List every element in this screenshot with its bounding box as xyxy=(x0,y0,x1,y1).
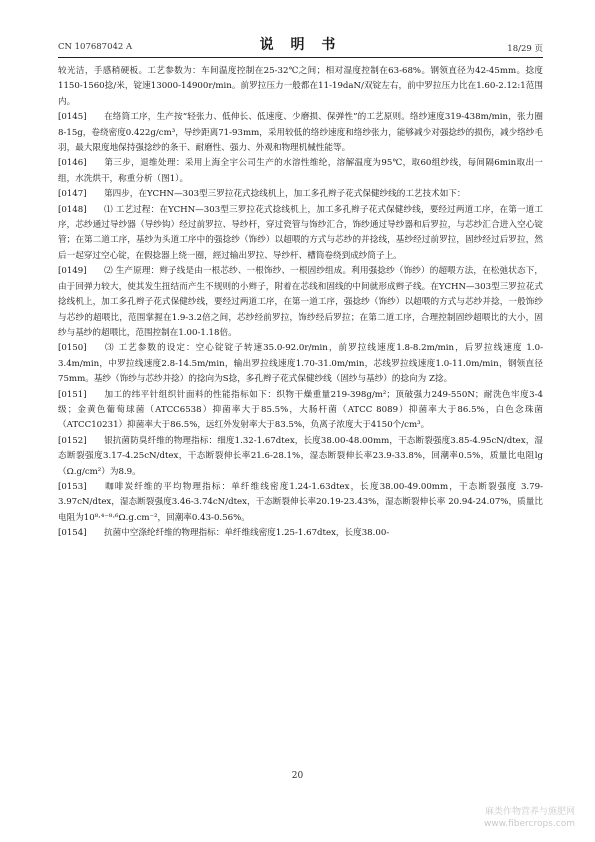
page-header xyxy=(58,34,543,56)
paragraph-number: [0149] xyxy=(58,266,87,277)
document-title: 说 明 书 xyxy=(259,37,342,53)
paragraph-number: [0153] xyxy=(58,481,87,492)
paragraph xyxy=(58,264,543,341)
paragraph xyxy=(58,203,543,265)
paragraph-text: ⑶ 工艺参数的设定：空心锭锭子转速35.0-92.0r/min，前罗拉线速度1.8-8.2m/min，后罗拉线速度 1.0-3.4m/min，中罗拉线速度2.8-14.5m/min，输出罗拉线速度1.70-31.0m/min，芯线罗拉线速度1.0-11.0m/min，钢领直径75mm。基纱（饰纱与芯纱并捻）的捻向为S捻，多孔辫子花式保健纱线（固纱与基纱）的捻向为 Z捻。 xyxy=(58,343,543,385)
watermark xyxy=(484,806,575,830)
document-body xyxy=(58,64,543,542)
paragraph-number: [0150] xyxy=(58,343,87,354)
paragraph-text: 较光洁，手感稍硬板。工艺参数为：车间温度控制在25-32℃之间；相对湿度控制在63-68%。钢领直径为42-45mm。捻度1150-1560捻/米，锭速13000-14900r/min。前罗拉压力一般都在11-19daN/双锭左右，前中罗拉压力比在1.60-2.12:1范围内。 xyxy=(58,66,543,107)
paragraph-number: [0145] xyxy=(58,112,87,123)
paragraph xyxy=(58,388,543,434)
paragraph-text: 咖啡炭纤维的平均物理指标：单纤维线密度1.24-1.63dtex，长度38.00-49.00mm，干态断裂强度 3.79-3.97cN/dtex，湿态断裂强度3.46-3.74cN/dtex，干态断裂伸长率20.19-23.43%，湿态断裂伸长率 20.94-24.07%，质量比电阻为10⁸·⁴⁻⁸·⁶Ω.g.cm⁻²，回潮率0.43-0.56%。 xyxy=(58,481,543,523)
paragraph-text: ⑴ 工艺过程：在YCHN—303型三罗拉花式捻线机上，加工多孔辫子花式保健纱线，要经过两道工序，在第一道工序，芯纱通过导纱器（导纱钩）经过前罗拉、导纱杆，穿过瓷管与饰纱汇合，饰纱通过导纱器和后罗拉，与芯纱汇合进入空心锭管；在第二道工序，基纱为头道工序中的强捻纱（饰纱）以超喂的方式与芯纱的并捻线，基纱经过前罗拉，固纱经过后罗拉，然后一起穿过空心锭，在假捻器上绕一圈，經过输出罗拉、导纱杆、槽筒卷绕到成纱筒子上。 xyxy=(58,204,543,261)
watermark-line-1: 麻类作物营养与施肥网 xyxy=(484,807,575,817)
paragraph xyxy=(58,434,543,480)
paragraph xyxy=(58,64,543,110)
patent-number: CN 107687042 A xyxy=(58,42,133,52)
paragraph-text: 第三步，退维处理：采用上海全宇公司生产的水溶性维纶，溶解温度为95℃，取60组纱线，每间隔6min取出一组，水洗烘干，称重分析（图1）。 xyxy=(58,158,543,184)
paragraph-text: ⑵ 生产原理：辫子线是由一根芯纱、一根饰纱、一根固纱组成。利用强捻纱（饰纱）的超喂方法，在松弛状态下，由于回弹力较大，使其发生扭结而产生不规则的小辫子，附着在芯线和固线的中间就形成辫子线。在YCHN—303型三罗拉花式捻线机上，加工多孔辫子花式保健纱线，要经过两道工序，在第一道工序，强捻纱（饰纱）以超喂的方式与芯纱并捻，一般饰纱与芯纱的超喂比，范围掌握在1.9-3.2倍之间，芯纱经前罗拉，饰纱经后罗拉；在第二道工序，合理控制固纱超喂比的大小，固纱与基纱的超喂比，范围控制在1.00-1.18倍。 xyxy=(58,266,543,338)
paragraph-text: 加工的纬平针组织针面料的性能指标如下：织物干燥重量219-398g/m²；顶破强力249-550N；耐洗色牢度3-4级；金黄色葡萄球菌（ATCC6538）抑菌率大于85.5%，大肠杆菌（ATCC 8089）抑菌率大于86.5%，白色念珠菌（ATCC10231）抑菌率大于86.5%，远红外发射率大于83.5%，负离子浓度大于4150个/cm³。 xyxy=(58,389,543,431)
paragraph-number: [0146] xyxy=(58,158,87,169)
paragraph xyxy=(58,341,543,387)
paragraph-number: [0148] xyxy=(58,204,87,215)
paragraph-text: 第四步，在YCHN—303型三罗拉花式捻线机上，加工多孔辫子花式保健纱线的工艺技术如下： xyxy=(104,189,466,200)
watermark-line-2: www.fibercrops.com xyxy=(484,819,575,829)
paragraph xyxy=(58,526,543,541)
paragraph xyxy=(58,156,543,187)
paragraph-number: [0151] xyxy=(58,389,87,400)
page-indicator: 18/29 页 xyxy=(507,44,543,54)
paragraph xyxy=(58,480,543,526)
paragraph-number: [0147] xyxy=(58,189,87,200)
paragraph-number: [0152] xyxy=(58,435,87,446)
paragraph xyxy=(58,187,543,202)
paragraph-text: 银抗菌防臭纤维的物理指标：细度1.32-1.67dtex，长度38.00-48.00mm，干态断裂强度3.85-4.95cN/dtex，湿态断裂强度3.17-4.25cN/dtex，干态断裂伸长率21.6-28.1%，湿态断裂伸长率23.9-33.8%，回潮率0.5%，质量比电阻lg（Ω.g/cm²）为8.9。 xyxy=(58,435,543,477)
paragraph xyxy=(58,110,543,156)
page-number: 20 xyxy=(291,771,304,781)
paragraph-text: 抗菌中空涤纶纤维的物理指标：单纤维线密度1.25-1.67dtex，长度38.00- xyxy=(104,528,390,539)
header-rule xyxy=(58,57,543,58)
paragraph-text: 在络筒工序，生产按“轻张力、低伸长、低速度、少磨损、保弹性”的工艺原则。络纱速度319-438m/min，张力圈8-15g，卷绕密度0.422g/cm³，导纱距离71-93mm，采用较低的络纱速度和络纱张力，能够减少对强捻纱的损伤，减少络纱毛羽，最大限度地保持强捻纱的条干、耐磨性、强力、外观和物理机械性能等。 xyxy=(58,112,543,154)
paragraph-number: [0154] xyxy=(58,528,87,539)
